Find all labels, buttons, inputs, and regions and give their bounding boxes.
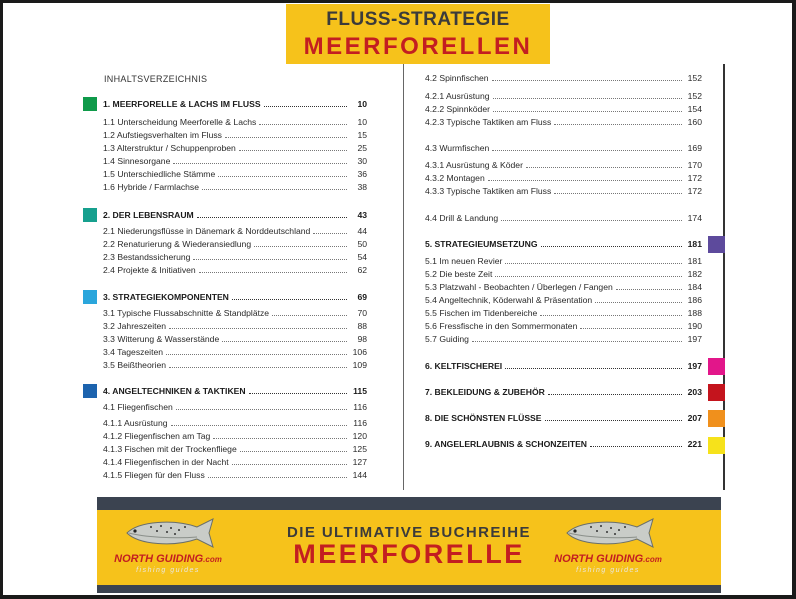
toc-entry-label: 4.3 Wurmfischen: [425, 143, 490, 153]
toc-entry: [103, 130, 367, 141]
toc-leader-dots: [540, 315, 682, 316]
toc-entry: [425, 321, 702, 332]
book-series-banner: [97, 497, 721, 593]
toc-page-number: 125: [352, 444, 367, 454]
toc-leader-dots: [541, 246, 682, 247]
toc-leader-dots: [232, 464, 347, 465]
toc-entry-label: 4.2.2 Spinnköder: [425, 104, 490, 114]
toc-page-number: 116: [353, 418, 367, 428]
chapter-6-tab: [708, 358, 725, 375]
toc-entry-label: 9. ANGELERLAUBNIS & SCHONZEITEN: [425, 439, 588, 449]
toc-entry-label: 1.6 Hybride / Farmlachse: [103, 182, 199, 192]
toc-page-number: 44: [357, 226, 367, 236]
toc-leader-dots: [492, 80, 682, 81]
chapter-4-marker: [83, 384, 97, 398]
toc-leader-dots: [199, 272, 347, 273]
toc-page-number: 109: [352, 360, 367, 370]
toc-entry: [103, 321, 367, 332]
toc-entry-label: 3. STRATEGIEKOMPONENTEN: [103, 292, 229, 302]
toc-entry: [103, 308, 367, 319]
chapter-8-tab: [708, 410, 725, 427]
toc-leader-dots: [554, 193, 682, 194]
toc-entry: [103, 360, 367, 371]
title-box: [286, 4, 550, 64]
toc-page-number: 69: [357, 292, 367, 302]
toc-page-number: 181: [687, 239, 702, 249]
toc-entry: [425, 91, 702, 102]
toc-entry-label: 4.1.5 Fliegen für den Fluss: [103, 470, 205, 480]
toc-leader-dots: [259, 124, 347, 125]
toc-leader-dots: [595, 302, 682, 303]
toc-entry-label: 4.1.2 Fliegenfischen am Tag: [103, 431, 211, 441]
toc-page-number: 98: [357, 334, 367, 344]
toc-leader-dots: [213, 438, 347, 439]
toc-chapter-entry: [425, 387, 702, 398]
toc-leader-dots: [208, 477, 347, 478]
toc-leader-dots: [272, 315, 347, 316]
toc-page-number: 120: [352, 431, 367, 441]
banner-top-stripe: [97, 497, 721, 510]
toc-entry-label: 2.1 Niederungsflüsse in Dänemark & Norddeutschland: [103, 226, 311, 236]
toc-leader-dots: [505, 368, 682, 369]
toc-entry: [103, 169, 367, 180]
toc-page-number: 36: [357, 169, 367, 179]
toc-entry: [103, 334, 367, 345]
toc-leader-dots: [580, 328, 682, 329]
toc-leader-dots: [472, 341, 682, 342]
toc-leader-dots: [193, 259, 347, 260]
toc-leader-dots: [169, 328, 347, 329]
chapter-7-tab: [708, 384, 725, 401]
toc-page-number: 62: [357, 265, 367, 275]
toc-entry: [103, 117, 367, 128]
toc-leader-dots: [548, 394, 682, 395]
toc-entry: [103, 431, 367, 442]
toc-page-number: 30: [357, 156, 367, 166]
title-top: FLUSS-STRATEGIE: [326, 9, 510, 30]
toc-entry-label: 5.6 Fressfische in den Sommermonaten: [425, 321, 578, 331]
toc-leader-dots: [166, 354, 347, 355]
logo-name: [549, 553, 667, 565]
toc-page-number: 197: [687, 361, 702, 371]
toc-page-number: 144: [352, 470, 367, 480]
toc-entry: [425, 117, 702, 128]
toc-page-number: 43: [357, 210, 367, 220]
toc-leader-dots: [495, 276, 682, 277]
banner-bottom-stripe: [97, 585, 721, 593]
toc-page-number: 25: [357, 143, 367, 153]
banner-title: MEERFORELLE: [293, 539, 525, 569]
toc-chapter-entry: [103, 292, 367, 303]
toc-entry: [425, 104, 702, 115]
toc-page-number: 181: [687, 256, 702, 266]
toc-page-number: 154: [687, 104, 702, 114]
toc-entry-label: 4.2 Spinnfischen: [425, 73, 489, 83]
toc-entry-label: 2.4 Projekte & Initiativen: [103, 265, 196, 275]
toc-page-number: 116: [353, 402, 367, 412]
toc-entry: [425, 160, 702, 171]
toc-entry: [103, 226, 367, 237]
toc-entry-label: 2.3 Bestandssicherung: [103, 252, 191, 262]
chapter-9-tab: [708, 437, 725, 454]
toc-entry-label: 4. ANGELTECHNIKEN & TAKTIKEN: [103, 386, 246, 396]
toc-page-number: 38: [357, 182, 367, 192]
toc-leader-dots: [488, 180, 682, 181]
toc-page-number: 203: [687, 387, 702, 397]
toc-leader-dots: [232, 299, 347, 300]
toc-entry-label: 4.1 Fliegenfischen: [103, 402, 173, 412]
toc-entry: [425, 295, 702, 306]
toc-entry-label: 1.5 Unterschiedliche Stämme: [103, 169, 216, 179]
toc-page-number: 88: [357, 321, 367, 331]
chapter-2-marker: [83, 208, 97, 222]
toc-entry: [103, 143, 367, 154]
toc-leader-dots: [240, 451, 347, 452]
toc-entry: [103, 252, 367, 263]
toc-leader-dots: [218, 176, 347, 177]
toc-page-number: 152: [687, 91, 702, 101]
toc-entry: [425, 282, 702, 293]
toc-chapter-entry: [103, 386, 367, 397]
toc-leader-dots: [493, 98, 683, 99]
toc-entry-label: 3.1 Typische Flussabschnitte & Standplätze: [103, 308, 270, 318]
toc-leader-dots: [501, 220, 682, 221]
toc-entry-label: 1.4 Sinnesorgane: [103, 156, 171, 166]
toc-page-number: 172: [687, 173, 702, 183]
toc-leader-dots: [313, 233, 347, 234]
logo-name-text: NORTH GUIDING: [554, 553, 644, 565]
toc-leader-dots: [545, 420, 682, 421]
toc-page-number: 106: [352, 347, 367, 357]
toc-page-number: 197: [687, 334, 702, 344]
title-main: MEERFORELLEN: [303, 33, 533, 60]
toc-chapter-entry: [425, 439, 702, 450]
toc-entry: [425, 173, 702, 184]
toc-entry: [103, 418, 367, 429]
toc-entry: [103, 470, 367, 481]
logo-suffix: .com: [203, 555, 222, 564]
toc-leader-dots: [202, 189, 347, 190]
toc-entry-label: 4.2.1 Ausrüstung: [425, 91, 490, 101]
toc-leader-dots: [264, 106, 347, 107]
trout-icon: [559, 515, 659, 551]
toc-entry-label: 5.2 Die beste Zeit: [425, 269, 493, 279]
toc-entry-label: 4.3.3 Typische Taktiken am Fluss: [425, 186, 552, 196]
toc-entry-label: 4.2.3 Typische Taktiken am Fluss: [425, 117, 552, 127]
toc-entry-label: 5.3 Platzwahl - Beobachten / Überlegen / Fangen: [425, 282, 613, 292]
toc-leader-dots: [169, 367, 347, 368]
toc-page-number: 50: [357, 239, 367, 249]
banner-subtitle: DIE ULTIMATIVE BUCHREIHE: [287, 524, 531, 541]
toc-entry-label: 4.3.1 Ausrüstung & Köder: [425, 160, 523, 170]
toc-entry: [425, 143, 702, 154]
toc-entry-label: 1. MEERFORELLE & LACHS IM FLUSS: [103, 99, 261, 109]
toc-page-number: 70: [357, 308, 367, 318]
logo-name-text: NORTH GUIDING: [114, 553, 204, 565]
toc-chapter-entry: [425, 239, 702, 250]
toc-entry-label: 4.1.1 Ausrüstung: [103, 418, 168, 428]
logo-suffix: .com: [643, 555, 662, 564]
logo-tagline: fishing guides: [576, 567, 640, 574]
toc-page-number: 172: [687, 186, 702, 196]
toc-entry-label: 5.7 Guiding: [425, 334, 469, 344]
toc-leader-dots: [554, 124, 682, 125]
toc-page-number: 190: [687, 321, 702, 331]
toc-leader-dots: [616, 289, 682, 290]
toc-entry-label: 1.2 Aufstiegsverhalten im Fluss: [103, 130, 222, 140]
toc-entry-label: 3.2 Jahreszeiten: [103, 321, 167, 331]
toc-leader-dots: [176, 409, 347, 410]
toc-page-number: 10: [357, 99, 367, 109]
toc-page-number: 160: [687, 117, 702, 127]
toc-page-number: 152: [687, 73, 702, 83]
toc-entry: [103, 402, 367, 413]
toc-leader-dots: [225, 137, 347, 138]
toc-entry-label: 5.4 Angeltechnik, Köderwahl & Präsentation: [425, 295, 593, 305]
toc-entry: [103, 182, 367, 193]
toc-entry-label: 4.1.4 Fliegenfischen in der Nacht: [103, 457, 229, 467]
toc-leader-dots: [590, 446, 682, 447]
toc-page-number: 174: [687, 213, 702, 223]
toc-page-number: 221: [687, 439, 702, 449]
toc-entry-label: 5.1 Im neuen Revier: [425, 256, 503, 266]
toc-leader-dots: [197, 217, 347, 218]
toc-entry-label: 3.3 Witterung & Wasserstände: [103, 334, 220, 344]
north-guiding-logo-right: [549, 515, 667, 585]
toc-entry: [425, 213, 702, 224]
toc-page-number: 184: [687, 282, 702, 292]
toc-entry: [425, 269, 702, 280]
toc-leader-dots: [173, 163, 347, 164]
chapter-5-tab: [708, 236, 725, 253]
toc-page-number: 127: [352, 457, 367, 467]
toc-entry-label: 4.4 Drill & Landung: [425, 213, 499, 223]
column-divider: [403, 64, 404, 490]
toc-chapter-entry: [103, 99, 367, 110]
toc-entry-label: 1.3 Alterstruktur / Schuppenproben: [103, 143, 236, 153]
toc-chapter-entry: [425, 361, 702, 372]
toc-entry-label: 4.3.2 Montagen: [425, 173, 485, 183]
toc-leader-dots: [505, 263, 682, 264]
toc-leader-dots: [492, 150, 682, 151]
toc-entry: [425, 256, 702, 267]
toc-leader-dots: [239, 150, 347, 151]
toc-page-number: 54: [357, 252, 367, 262]
toc-page-number: 115: [353, 386, 367, 396]
toc-entry: [425, 308, 702, 319]
toc-leader-dots: [171, 425, 348, 426]
toc-page-number: 15: [357, 130, 367, 140]
toc-leader-dots: [222, 341, 347, 342]
toc-entry: [425, 73, 702, 84]
toc-page-number: 186: [687, 295, 702, 305]
toc-leader-dots: [526, 167, 682, 168]
toc-page-number: 170: [687, 160, 702, 170]
toc-entry-label: 1.1 Unterscheidung Meerforelle & Lachs: [103, 117, 257, 127]
toc-entry: [425, 186, 702, 197]
toc-entry-label: 2.2 Renaturierung & Wiederansiedlung: [103, 239, 252, 249]
toc-entry-label: 5. STRATEGIEUMSETZUNG: [425, 239, 538, 249]
toc-page-number: 169: [687, 143, 702, 153]
toc-entry: [103, 156, 367, 167]
toc-entry: [103, 444, 367, 455]
toc-entry-label: 7. BEKLEIDUNG & ZUBEHÖR: [425, 387, 545, 397]
toc-page-number: 188: [687, 308, 702, 318]
toc-entry-label: 3.5 Beißtheorien: [103, 360, 167, 370]
toc-leader-dots: [249, 393, 347, 394]
chapter-3-marker: [83, 290, 97, 304]
toc-entry-label: 6. KELTFISCHEREI: [425, 361, 503, 371]
toc-entry-label: 2. DER LEBENSRAUM: [103, 210, 194, 220]
toc-entry-label: 4.1.3 Fischen mit der Trockenfliege: [103, 444, 237, 454]
toc-leader-dots: [254, 246, 347, 247]
toc-entry: [103, 265, 367, 276]
toc-heading: INHALTSVERZEICHNIS: [104, 74, 208, 84]
toc-chapter-entry: [103, 210, 367, 221]
toc-entry-label: 5.5 Fischen im Tidenbereiche: [425, 308, 538, 318]
toc-entry: [103, 457, 367, 468]
toc-page-number: 10: [357, 117, 367, 127]
toc-entry: [425, 334, 702, 345]
toc-entry-label: 3.4 Tageszeiten: [103, 347, 164, 357]
chapter-1-marker: [83, 97, 97, 111]
toc-entry-label: 8. DIE SCHÖNSTEN FLÜSSE: [425, 413, 542, 423]
toc-page-number: 207: [687, 413, 702, 423]
toc-page-number: 182: [687, 269, 702, 279]
toc-chapter-entry: [425, 413, 702, 424]
toc-entry: [103, 239, 367, 250]
toc-entry: [103, 347, 367, 358]
toc-leader-dots: [493, 111, 682, 112]
logo-tagline: fishing guides: [136, 567, 200, 574]
